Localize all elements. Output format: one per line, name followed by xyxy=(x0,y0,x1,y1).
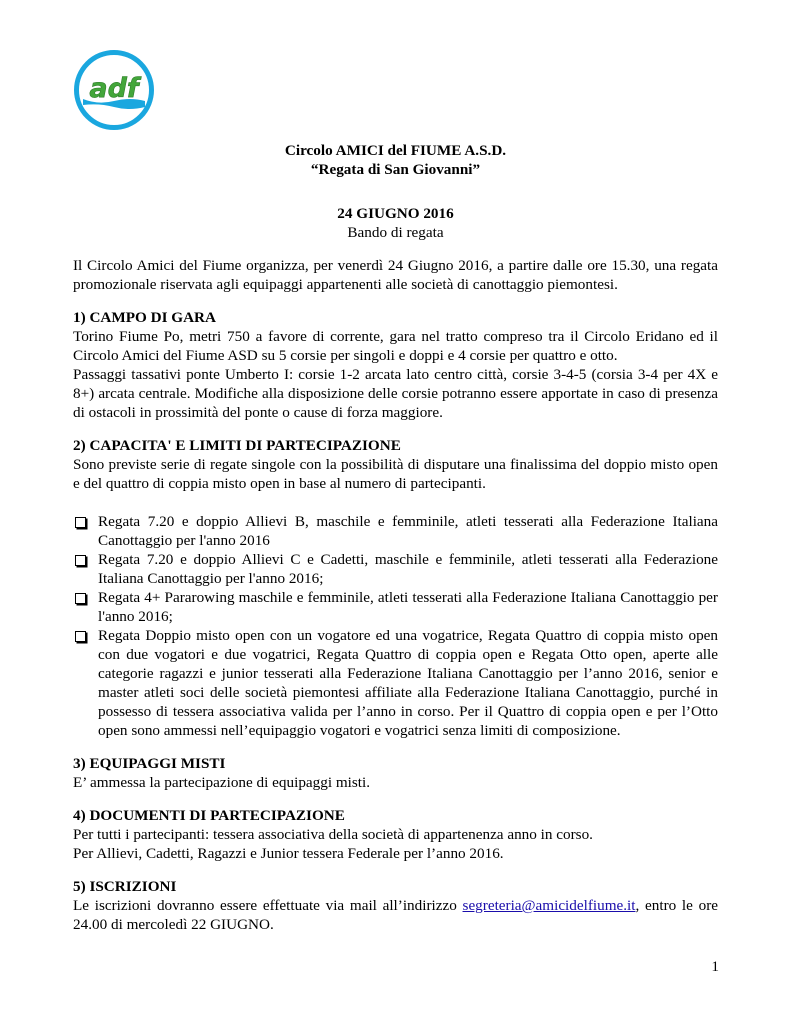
logo-text: adf xyxy=(89,73,139,104)
list-item: Regata 7.20 e doppio Allievi B, maschile e femminile, atleti tesserati alla Federazione Italiana Canottaggio per l'anno 2016 xyxy=(73,512,718,550)
date-block xyxy=(73,204,718,242)
document-header xyxy=(73,141,718,179)
section-iscrizioni xyxy=(73,877,718,934)
section-title: 4) DOCUMENTI DI PARTECIPAZIONE xyxy=(73,807,345,824)
checkbox-bullet-icon xyxy=(75,631,86,642)
document-body xyxy=(73,256,718,934)
event-name: “Regata di San Giovanni” xyxy=(310,161,481,178)
section-paragraph: Sono previste serie di regate singole con la possibilità di disputare una finalissima del doppio misto open e del quattro di coppia misto open in base al numero di partecipanti. xyxy=(73,456,718,492)
section-paragraph: Le iscrizioni dovranno essere effettuate via mail all’indirizzo segreteria@amicidelfiume.it, entro le ore 24.00 di mercoledì 22 GIUGNO. xyxy=(73,897,718,933)
section-capacita-limiti xyxy=(73,436,718,740)
checkbox-bullet-icon xyxy=(75,593,86,604)
document-subtitle: Bando di regata xyxy=(347,224,444,241)
section-equipaggi-misti xyxy=(73,754,718,792)
section-paragraph: Torino Fiume Po, metri 750 a favore di corrente, gara nel tratto compreso tra il Circolo Eridano ed il Circolo Amici del Fiume ASD su 5 corsie per singoli e doppi e 4 corsie per quattro e otto. xyxy=(73,328,718,364)
section-campo-di-gara xyxy=(73,308,718,422)
organization-name: Circolo AMICI del FIUME A.S.D. xyxy=(284,142,507,159)
section-title: 2) CAPACITA' E LIMITI DI PARTECIPAZIONE xyxy=(73,437,401,454)
section-paragraph: Per Allievi, Cadetti, Ragazzi e Junior tessera Federale per l’anno 2016. xyxy=(73,845,504,862)
event-date: 24 GIUGNO 2016 xyxy=(337,205,454,222)
list-item: Regata 7.20 e doppio Allievi C e Cadetti, maschile e femminile, atleti tesserati alla Federazione Italiana Canottaggio per l'anno 2016; xyxy=(73,550,718,588)
adf-logo xyxy=(73,49,155,131)
section-title: 1) CAMPO DI GARA xyxy=(73,309,216,326)
race-list xyxy=(73,512,718,740)
checkbox-bullet-icon xyxy=(75,555,86,566)
section-paragraph: Per tutti i partecipanti: tessera associativa della società di appartenenza anno in corso. xyxy=(73,826,593,843)
page-number: 1 xyxy=(711,958,719,975)
section-paragraph: Passaggi tassativi ponte Umberto I: corsie 1-2 arcata lato centro città, corsie 3-4-5 (corsia 3-4 per 4X e 8+) arcata centrale. Modifiche alla disposizione delle corsie potranno essere apportate in caso di presenza di ostacoli in prossimità del ponte o cause di forza maggiore. xyxy=(73,366,718,421)
checkbox-bullet-icon xyxy=(75,517,86,528)
list-item: Regata Doppio misto open con un vogatore ed una vogatrice, Regata Quattro di coppia misto open con due vogatori e due vogatrici, Regata Quattro di coppia open e Regata Otto open, aperte alle categorie ragazzi e junior tesserati alla Federazione Italiana Canottaggio per l’anno 2016, senior e master atleti soci delle società piemontesi affiliate alla Federazione Italiana Canottaggio, purché in possesso di tessera associativa valida per l’anno in corso. Per il Quattro di coppia open e per l’Otto open sono ammessi nell’equipaggio vogatori e vogatrici senza limiti di composizione. xyxy=(73,626,718,740)
section-title: 3) EQUIPAGGI MISTI xyxy=(73,755,226,772)
list-item: Regata 4+ Pararowing maschile e femminile, atleti tesserati alla Federazione Italiana Canottaggio per l'anno 2016; xyxy=(73,588,718,626)
section-title: 5) ISCRIZIONI xyxy=(73,878,177,895)
section-documenti xyxy=(73,806,718,863)
intro-paragraph: Il Circolo Amici del Fiume organizza, per venerdì 24 Giugno 2016, a partire dalle ore 15.30, una regata promozionale riservata agli equipaggi appartenenti alle società di canottaggio piemontesi. xyxy=(73,257,718,293)
email-link[interactable]: segreteria@amicidelfiume.it xyxy=(462,897,636,914)
section-paragraph: E’ ammessa la partecipazione di equipaggi misti. xyxy=(73,774,371,791)
